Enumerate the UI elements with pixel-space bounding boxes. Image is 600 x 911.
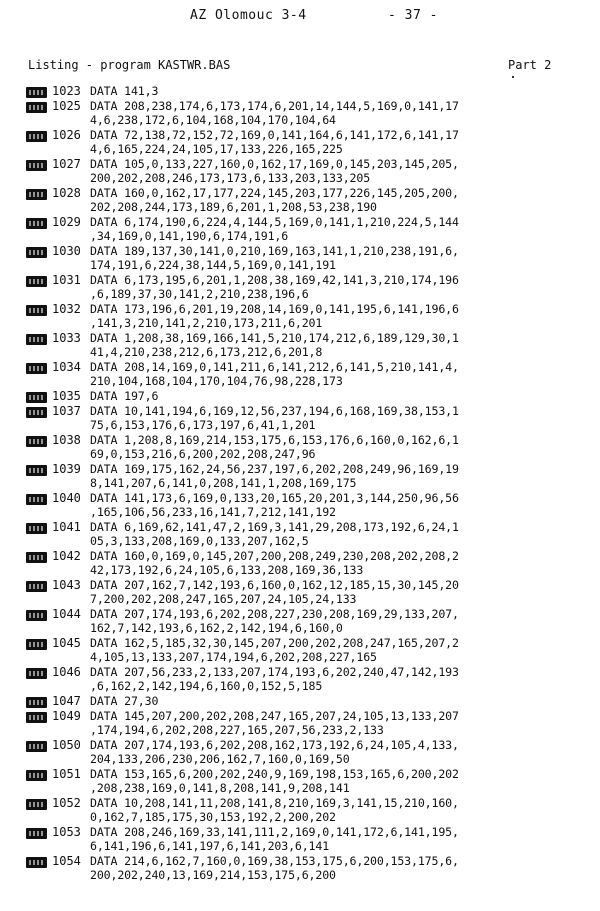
listing-line	[26, 854, 592, 882]
checksum-badge-icon	[26, 828, 47, 839]
line-number: 1054	[52, 854, 81, 868]
line-code: DATA 153,165,6,200,202,240,9,169,198,153,165,6,200,202 ,208,238,169,0,141,8,208,141,9,208,141	[90, 767, 459, 795]
listing-line	[26, 99, 592, 127]
checksum-badge-icon	[26, 494, 47, 505]
checksum-badge-icon	[26, 102, 47, 113]
line-code: DATA 207,162,7,142,193,6,160,0,162,12,185,15,30,145,20 7,200,202,208,247,165,207,24,105,24,133	[90, 578, 459, 606]
line-code: DATA 10,208,141,11,208,141,8,210,169,3,141,15,210,160, 0,162,7,185,175,30,153,192,2,200,202	[90, 796, 459, 824]
line-code: DATA 160,0,169,0,145,207,200,208,249,230,208,202,208,2 42,173,192,6,24,105,6,133,208,169,36,133	[90, 549, 459, 577]
line-number: 1045	[52, 636, 81, 650]
listing-line	[26, 389, 592, 403]
listing-line	[26, 302, 592, 330]
listing-line	[26, 709, 592, 737]
listing-line	[26, 404, 592, 432]
line-code: DATA 105,0,133,227,160,0,162,17,169,0,145,203,145,205, 200,202,208,246,173,173,6,133,203,133,205	[90, 157, 459, 185]
checksum-badge-icon	[26, 523, 47, 534]
line-number: 1047	[52, 694, 81, 708]
line-number: 1023	[52, 84, 81, 98]
line-code: DATA 208,238,174,6,173,174,6,201,14,144,5,169,0,141,17 4,6,238,172,6,104,168,104,170,104,64	[90, 99, 459, 127]
line-number: 1051	[52, 767, 81, 781]
checksum-badge-icon	[26, 247, 47, 258]
checksum-badge-icon	[26, 712, 47, 723]
line-code: DATA 208,246,169,33,141,111,2,169,0,141,172,6,141,195, 6,141,196,6,141,197,6,141,203,6,141	[90, 825, 459, 853]
listing-line	[26, 665, 592, 693]
checksum-badge-icon	[26, 581, 47, 592]
line-code: DATA 207,174,193,6,202,208,162,173,192,6,24,105,4,133, 204,133,206,230,206,162,7,160,0,169,50	[90, 738, 459, 766]
line-code: DATA 145,207,200,202,208,247,165,207,24,105,13,133,207 ,174,194,6,202,208,227,165,207,56,233,2,133	[90, 709, 459, 737]
listing-line	[26, 84, 592, 98]
line-code: DATA 141,3	[90, 84, 159, 98]
checksum-badge-icon	[26, 668, 47, 679]
speck-mark	[512, 76, 514, 78]
line-number: 1028	[52, 186, 81, 200]
checksum-badge-icon	[26, 407, 47, 418]
line-number: 1033	[52, 331, 81, 345]
listing-line	[26, 462, 592, 490]
checksum-badge-icon	[26, 218, 47, 229]
checksum-badge-icon	[26, 363, 47, 374]
line-number: 1042	[52, 549, 81, 563]
line-code: DATA 72,138,72,152,72,169,0,141,164,6,141,172,6,141,17 4,6,165,224,24,105,17,133,226,165,225	[90, 128, 459, 156]
page-number: - 37 -	[388, 8, 438, 23]
listing-line	[26, 767, 592, 795]
listing-line	[26, 244, 592, 272]
checksum-badge-icon	[26, 189, 47, 200]
line-number: 1038	[52, 433, 81, 447]
line-code: DATA 6,169,62,141,47,2,169,3,141,29,208,173,192,6,24,1 05,3,133,208,169,0,133,207,162,5	[90, 520, 459, 548]
line-number: 1025	[52, 99, 81, 113]
checksum-badge-icon	[26, 741, 47, 752]
line-code: DATA 169,175,162,24,56,237,197,6,202,208,249,96,169,19 8,141,207,6,141,0,208,141,1,208,169,175	[90, 462, 459, 490]
listing-line	[26, 796, 592, 824]
line-number: 1044	[52, 607, 81, 621]
checksum-badge-icon	[26, 799, 47, 810]
checksum-badge-icon	[26, 334, 47, 345]
line-number: 1050	[52, 738, 81, 752]
checksum-badge-icon	[26, 436, 47, 447]
line-number: 1027	[52, 157, 81, 171]
listing-line	[26, 128, 592, 156]
line-number: 1026	[52, 128, 81, 142]
checksum-badge-icon	[26, 465, 47, 476]
listing-line	[26, 433, 592, 461]
line-number: 1041	[52, 520, 81, 534]
checksum-badge-icon	[26, 552, 47, 563]
line-code: DATA 1,208,8,169,214,153,175,6,153,176,6,160,0,162,6,1 69,0,153,216,6,200,202,208,247,96	[90, 433, 459, 461]
line-number: 1043	[52, 578, 81, 592]
listing-line	[26, 636, 592, 664]
line-code: DATA 1,208,38,169,166,141,5,210,174,212,6,189,129,30,1 41,4,210,238,212,6,173,212,6,201,8	[90, 331, 459, 359]
listing-line	[26, 491, 592, 519]
listing-line	[26, 694, 592, 708]
line-code: DATA 207,174,193,6,202,208,227,230,208,169,29,133,207, 162,7,142,193,6,162,2,142,194,6,160,0	[90, 607, 459, 635]
line-code: DATA 214,6,162,7,160,0,169,38,153,175,6,200,153,175,6, 200,202,240,13,169,214,153,175,6,200	[90, 854, 459, 882]
checksum-badge-icon	[26, 392, 47, 403]
listing-line	[26, 360, 592, 388]
checksum-badge-icon	[26, 131, 47, 142]
part-label: Part 2	[508, 58, 552, 72]
listing-line	[26, 520, 592, 548]
checksum-badge-icon	[26, 276, 47, 287]
checksum-badge-icon	[26, 610, 47, 621]
listing-line	[26, 738, 592, 766]
listing-line	[26, 331, 592, 359]
line-number: 1030	[52, 244, 81, 258]
listing-line	[26, 215, 592, 243]
page-header-title: AZ Olomouc 3-4	[190, 8, 307, 23]
basic-listing	[26, 84, 592, 883]
line-number: 1046	[52, 665, 81, 679]
line-code: DATA 141,173,6,169,0,133,20,165,20,201,3,144,250,96,56 ,165,106,56,233,16,141,7,212,141,192	[90, 491, 459, 519]
listing-title: Listing - program KASTWR.BAS	[28, 58, 231, 72]
line-code: DATA 162,5,185,32,30,145,207,200,202,208,247,165,207,2 4,105,13,133,207,174,194,6,202,208,227,165	[90, 636, 459, 664]
checksum-badge-icon	[26, 305, 47, 316]
listing-line	[26, 186, 592, 214]
checksum-badge-icon	[26, 770, 47, 781]
line-number: 1031	[52, 273, 81, 287]
checksum-badge-icon	[26, 160, 47, 171]
listing-line	[26, 549, 592, 577]
line-code: DATA 6,174,190,6,224,4,144,5,169,0,141,1,210,224,5,144 ,34,169,0,141,190,6,174,191,6	[90, 215, 459, 243]
listing-line	[26, 157, 592, 185]
listing-line	[26, 578, 592, 606]
line-code: DATA 189,137,30,141,0,210,169,163,141,1,210,238,191,6, 174,191,6,224,38,144,5,169,0,141,191	[90, 244, 459, 272]
checksum-badge-icon	[26, 87, 47, 98]
line-code: DATA 197,6	[90, 389, 159, 403]
line-number: 1052	[52, 796, 81, 810]
line-number: 1034	[52, 360, 81, 374]
line-code: DATA 10,141,194,6,169,12,56,237,194,6,168,169,38,153,1 75,6,153,176,6,173,197,6,41,1,201	[90, 404, 459, 432]
line-code: DATA 27,30	[90, 694, 159, 708]
line-code: DATA 6,173,195,6,201,1,208,38,169,42,141,3,210,174,196 ,6,189,37,30,141,2,210,238,196,6	[90, 273, 459, 301]
checksum-badge-icon	[26, 857, 47, 868]
line-code: DATA 207,56,233,2,133,207,174,193,6,202,240,47,142,193 ,6,162,2,142,194,6,160,0,152,5,185	[90, 665, 459, 693]
line-number: 1049	[52, 709, 81, 723]
listing-line	[26, 273, 592, 301]
checksum-badge-icon	[26, 697, 47, 708]
line-number: 1039	[52, 462, 81, 476]
line-number: 1032	[52, 302, 81, 316]
line-number: 1053	[52, 825, 81, 839]
listing-line	[26, 607, 592, 635]
line-number: 1029	[52, 215, 81, 229]
checksum-badge-icon	[26, 639, 47, 650]
line-number: 1035	[52, 389, 81, 403]
line-number: 1040	[52, 491, 81, 505]
line-code: DATA 173,196,6,201,19,208,14,169,0,141,195,6,141,196,6 ,141,3,210,141,2,210,173,211,6,201	[90, 302, 459, 330]
line-number: 1037	[52, 404, 81, 418]
line-code: DATA 208,14,169,0,141,211,6,141,212,6,141,5,210,141,4, 210,104,168,104,170,104,76,98,228,173	[90, 360, 459, 388]
listing-line	[26, 825, 592, 853]
line-code: DATA 160,0,162,17,177,224,145,203,177,226,145,205,200, 202,208,244,173,189,6,201,1,208,53,238,190	[90, 186, 459, 214]
